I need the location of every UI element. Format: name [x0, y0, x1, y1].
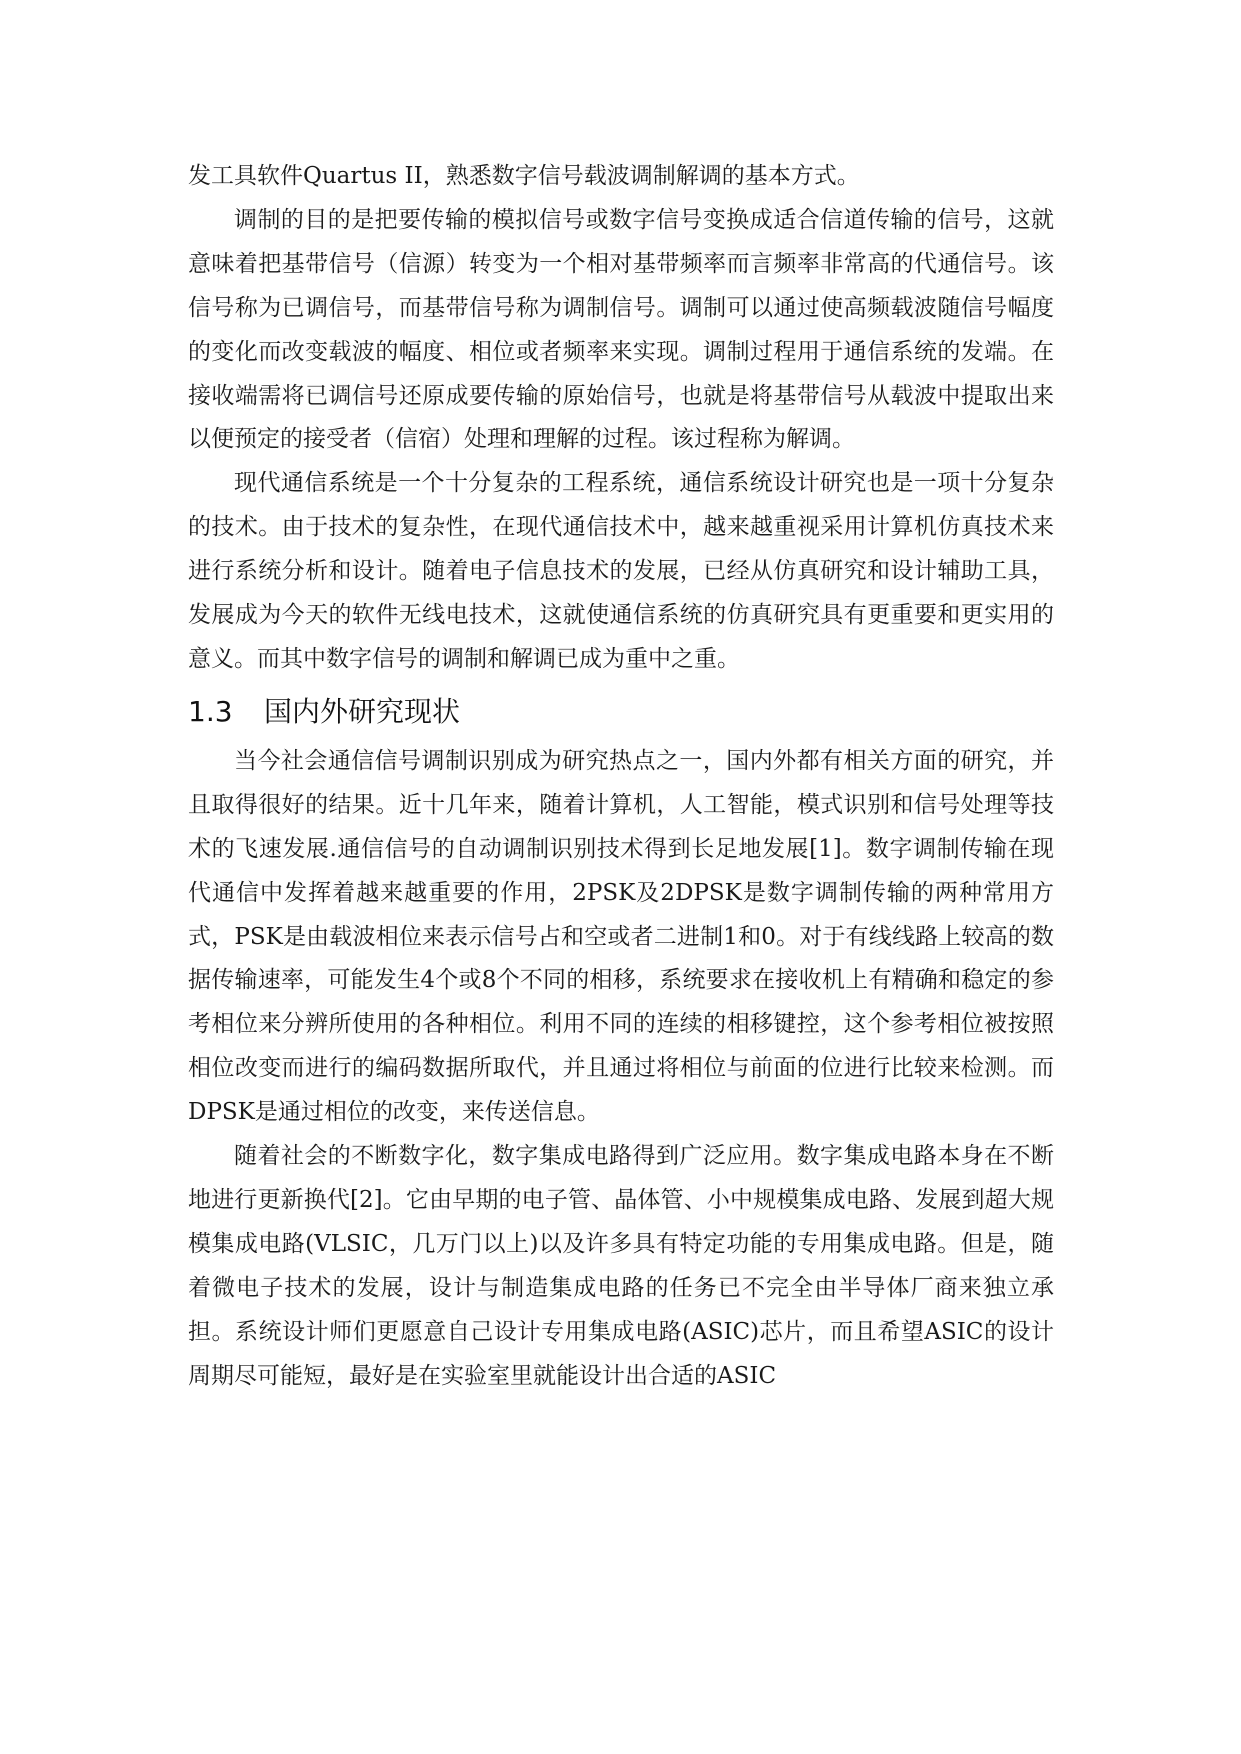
page-body [188, 155, 1054, 1398]
section-heading [188, 690, 1054, 734]
paragraph-digital-ic: 随着社会的不断数字化，数字集成电路得到广泛应用。数字集成电路本身在不断地进行更新换代[2]。它由早期的电子管、晶体管、小中规模集成电路、发展到超大规模集成电路(VLSIC，几万门以上)以及许多具有特定功能的专用集成电路。但是，随着微电子技术的发展，设计与制造集成电路的任务已不完全由半导体厂商来独立承担。系统设计师们更愿意自己设计专用集成电路(ASIC)芯片，而且希望ASIC的设计周期尽可能短，最好是在实验室里就能设计出合适的ASIC [188, 1143, 1054, 1389]
paragraph-continuation: 发工具软件Quartus II，熟悉数字信号载波调制解调的基本方式。 [188, 163, 860, 189]
paragraph-modulation-purpose: 调制的目的是把要传输的模拟信号或数字信号变换成适合信道传输的信号，这就意味着把基带信号（信源）转变为一个相对基带频率而言频率非常高的代通信号。该信号称为已调信号，而基带信号称为调制信号。调制可以通过使高频载波随信号幅度的变化而改变载波的幅度、相位或者频率来实现。调制过程用于通信系统的发端。在接收端需将已调信号还原成要传输的原始信号，也就是将基带信号从载波中提取出来以便预定的接受者（信宿）处理和理解的过程。该过程称为解调。 [188, 206, 1054, 453]
section-number: 1.3 [188, 694, 233, 728]
paragraph-modern-communication: 现代通信系统是一个十分复杂的工程系统，通信系统设计研究也是一项十分复杂的技术。由于技术的复杂性，在现代通信技术中，越来越重视采用计算机仿真技术来进行系统分析和设计。随着电子信息技术的发展，已经从仿真研究和设计辅助工具，发展成为今天的软件无线电技术，这就使通信系统的仿真研究具有更重要和更实用的意义。而其中数字信号的调制和解调已成为重中之重。 [188, 470, 1054, 672]
section-title: 国内外研究现状 [264, 694, 461, 728]
paragraph-research-status: 当今社会通信信号调制识别成为研究热点之一，国内外都有相关方面的研究，并且取得很好的结果。近十几年来，随着计算机，人工智能，模式识别和信号处理等技术的飞速发展.通信信号的自动调制识别技术得到长足地发展[1]。数字调制传输在现代通信中发挥着越来越重要的作用，2PSK及2DPSK是数字调制传输的两种常用方式，PSK是由载波相位来表示信号占和空或者二进制1和0。对于有线线路上较高的数据传输速率，可能发生4个或8个不同的相移，系统要求在接收机上有精确和稳定的参考相位来分辨所使用的各种相位。利用不同的连续的相移键控，这个参考相位被按照相位改变而进行的编码数据所取代，并且通过将相位与前面的位进行比较来检测。而DPSK是通过相位的改变，来传送信息。 [188, 747, 1054, 1126]
